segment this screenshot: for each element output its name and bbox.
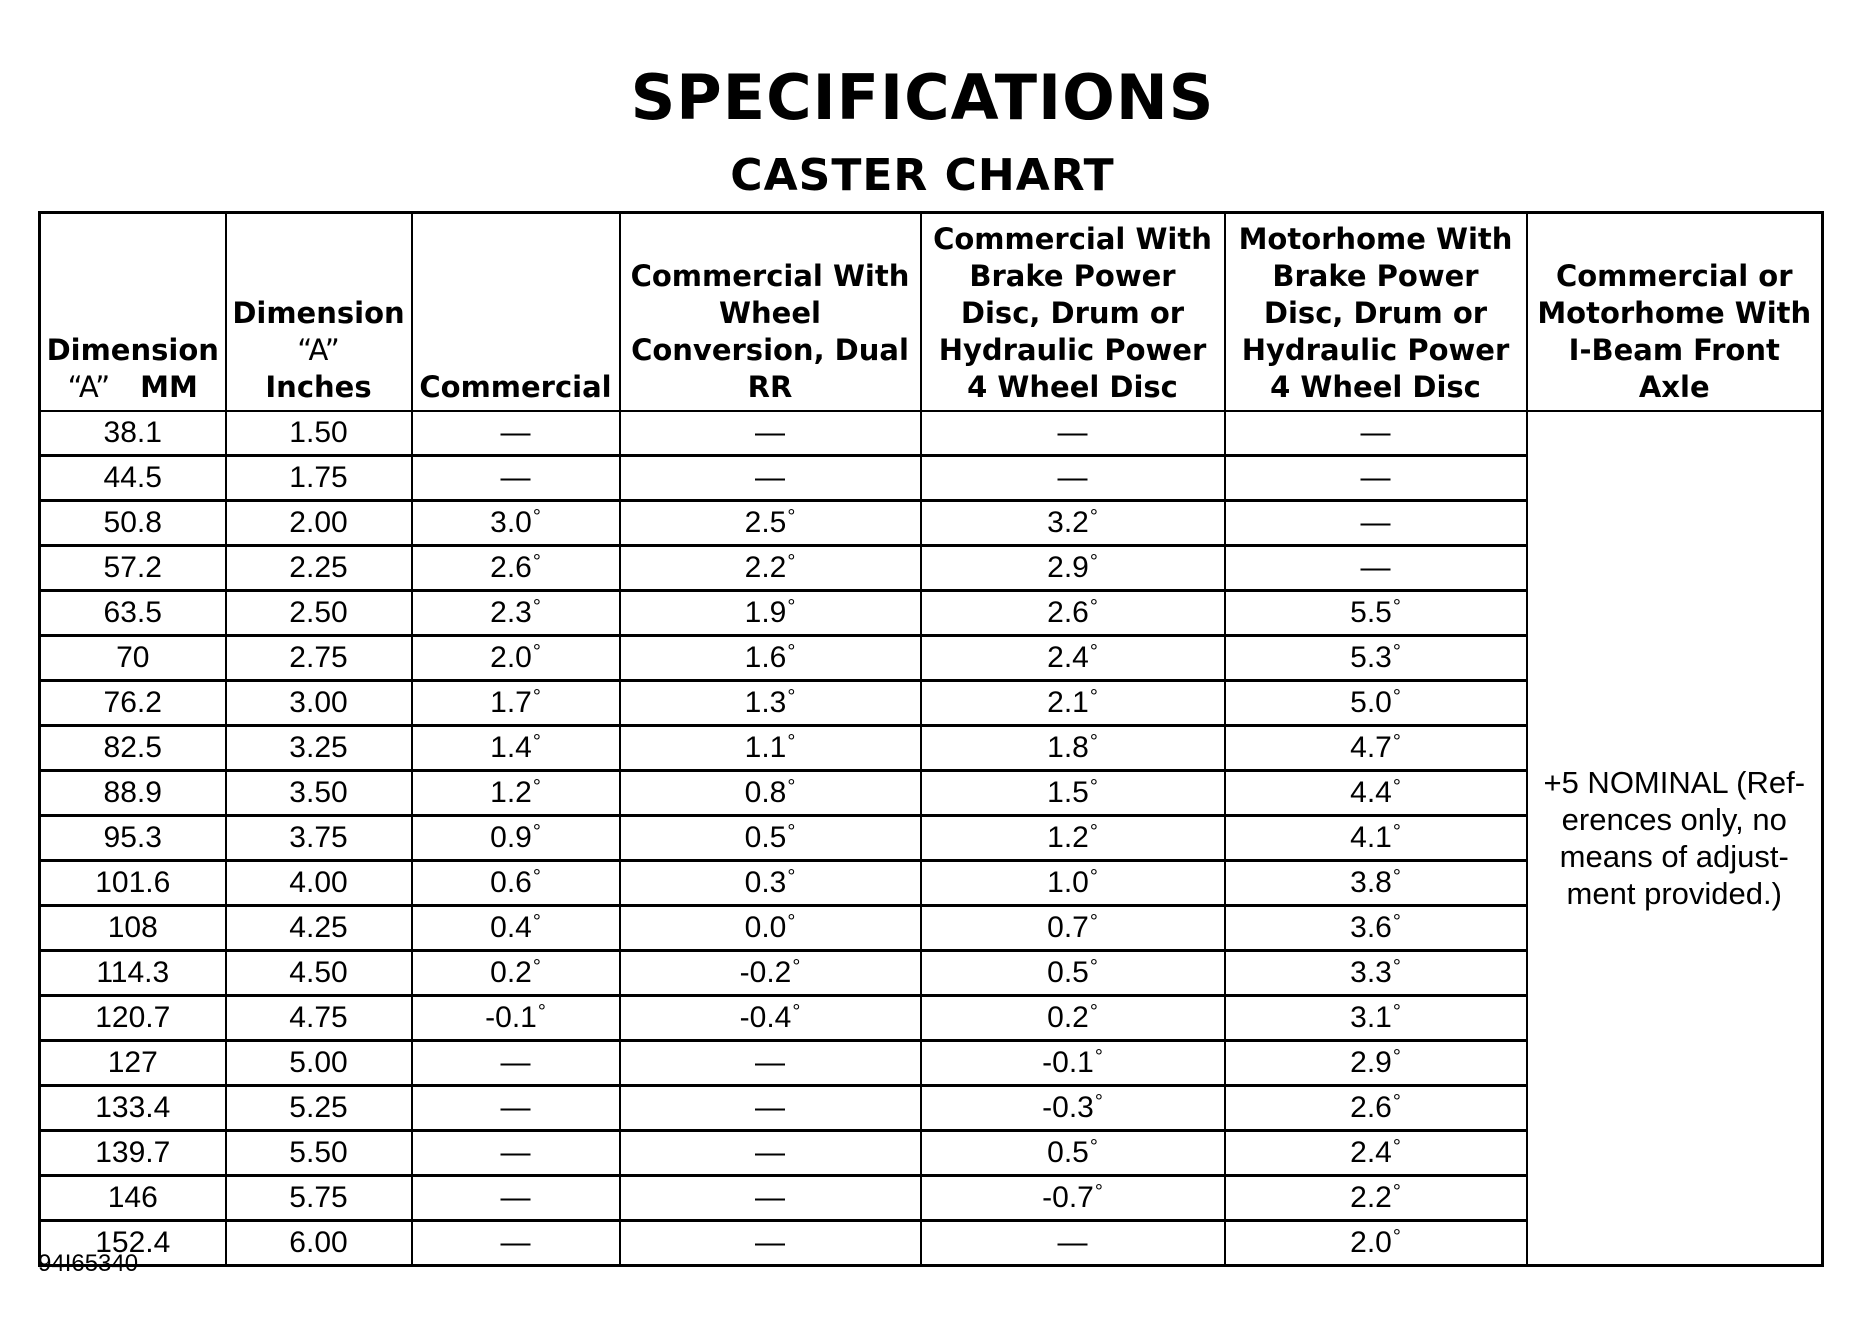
degree-symbol: ° xyxy=(787,506,796,528)
cell-dimension-mm: 50.8 xyxy=(40,501,226,546)
cell-wheel-conversion: -0.4° xyxy=(620,996,921,1041)
cell-brake-motorhome: 3.3° xyxy=(1225,951,1527,996)
cell-dimension-mm: 57.2 xyxy=(40,546,226,591)
degree-symbol: ° xyxy=(1392,1046,1401,1068)
cell-brake-motorhome: 3.6° xyxy=(1225,906,1527,951)
cell-wheel-conversion: -0.2° xyxy=(620,951,921,996)
cell-brake-commercial: 3.2° xyxy=(921,501,1225,546)
cell-brake-motorhome: 2.4° xyxy=(1225,1131,1527,1176)
cell-wheel-conversion: — xyxy=(620,411,921,456)
degree-symbol: ° xyxy=(1392,1136,1401,1158)
cell-brake-commercial: 1.8° xyxy=(921,726,1225,771)
caster-chart-table xyxy=(38,211,1824,1267)
cell-commercial: — xyxy=(412,1086,620,1131)
cell-brake-commercial: 2.4° xyxy=(921,636,1225,681)
degree-symbol: ° xyxy=(532,551,541,573)
cell-brake-commercial: -0.1° xyxy=(921,1041,1225,1086)
degree-symbol: ° xyxy=(1089,911,1098,933)
cell-brake-motorhome: 2.9° xyxy=(1225,1041,1527,1086)
cell-dimension-inches: 4.75 xyxy=(226,996,412,1041)
cell-dimension-inches: 3.50 xyxy=(226,771,412,816)
cell-commercial: 1.4° xyxy=(412,726,620,771)
cell-dimension-inches: 4.00 xyxy=(226,861,412,906)
degree-symbol: ° xyxy=(1089,686,1098,708)
cell-commercial: — xyxy=(412,1221,620,1266)
degree-symbol: ° xyxy=(792,956,801,978)
header-dimension-inches: Dimension “A” Inches xyxy=(226,213,412,412)
degree-symbol: ° xyxy=(532,731,541,753)
degree-symbol: ° xyxy=(787,821,796,843)
degree-symbol: ° xyxy=(1392,911,1401,933)
cell-dimension-inches: 3.00 xyxy=(226,681,412,726)
cell-brake-commercial: 2.1° xyxy=(921,681,1225,726)
cell-dimension-mm: 88.9 xyxy=(40,771,226,816)
cell-commercial: — xyxy=(412,1176,620,1221)
degree-symbol: ° xyxy=(1094,1091,1103,1113)
cell-brake-commercial: — xyxy=(921,456,1225,501)
degree-symbol: ° xyxy=(787,731,796,753)
degree-symbol: ° xyxy=(532,641,541,663)
chart-subtitle: CASTER CHART xyxy=(730,150,1115,201)
cell-dimension-inches: 6.00 xyxy=(226,1221,412,1266)
cell-brake-motorhome: 5.0° xyxy=(1225,681,1527,726)
cell-brake-motorhome: 3.1° xyxy=(1225,996,1527,1041)
header-ibeam-front-axle: Commercial or Motorhome With I-Beam Front Axle xyxy=(1527,213,1823,412)
degree-symbol: ° xyxy=(787,776,796,798)
cell-dimension-mm: 139.7 xyxy=(40,1131,226,1176)
cell-brake-commercial: -0.7° xyxy=(921,1176,1225,1221)
degree-symbol: ° xyxy=(1089,551,1098,573)
cell-brake-motorhome: 5.3° xyxy=(1225,636,1527,681)
degree-symbol: ° xyxy=(532,776,541,798)
header-commercial-brake-power: Commercial With Brake Power Disc, Drum or Hydraulic Power 4 Wheel Disc xyxy=(921,213,1225,412)
degree-symbol: ° xyxy=(787,596,796,618)
cell-dimension-mm: 114.3 xyxy=(40,951,226,996)
page-title: SPECIFICATIONS xyxy=(630,61,1215,134)
cell-commercial: -0.1° xyxy=(412,996,620,1041)
cell-dimension-mm: 127 xyxy=(40,1041,226,1086)
cell-wheel-conversion: — xyxy=(620,1131,921,1176)
cell-commercial: 2.0° xyxy=(412,636,620,681)
cell-brake-motorhome: 4.7° xyxy=(1225,726,1527,771)
table-row xyxy=(40,411,1823,456)
cell-brake-commercial: 0.5° xyxy=(921,951,1225,996)
cell-commercial: 3.0° xyxy=(412,501,620,546)
cell-brake-commercial: 2.9° xyxy=(921,546,1225,591)
degree-symbol: ° xyxy=(1089,866,1098,888)
cell-brake-commercial: — xyxy=(921,1221,1225,1266)
cell-wheel-conversion: 0.3° xyxy=(620,861,921,906)
degree-symbol: ° xyxy=(792,1001,801,1023)
cell-commercial: 1.2° xyxy=(412,771,620,816)
cell-commercial: 1.7° xyxy=(412,681,620,726)
cell-wheel-conversion: 2.5° xyxy=(620,501,921,546)
cell-dimension-inches: 5.00 xyxy=(226,1041,412,1086)
cell-dimension-mm: 63.5 xyxy=(40,591,226,636)
cell-brake-motorhome: 3.8° xyxy=(1225,861,1527,906)
cell-brake-motorhome: 2.0° xyxy=(1225,1221,1527,1266)
degree-symbol: ° xyxy=(1392,1181,1401,1203)
cell-wheel-conversion: 0.5° xyxy=(620,816,921,861)
degree-symbol: ° xyxy=(532,866,541,888)
cell-dimension-mm: 120.7 xyxy=(40,996,226,1041)
cell-dimension-mm: 44.5 xyxy=(40,456,226,501)
degree-symbol: ° xyxy=(537,1001,546,1023)
degree-symbol: ° xyxy=(532,506,541,528)
cell-wheel-conversion: — xyxy=(620,1176,921,1221)
cell-wheel-conversion: 1.3° xyxy=(620,681,921,726)
figure-code: 94I65340 xyxy=(38,1250,139,1277)
cell-dimension-mm: 108 xyxy=(40,906,226,951)
cell-brake-commercial: 1.0° xyxy=(921,861,1225,906)
degree-symbol: ° xyxy=(532,821,541,843)
cell-brake-motorhome: — xyxy=(1225,456,1527,501)
degree-symbol: ° xyxy=(787,866,796,888)
cell-commercial: 0.2° xyxy=(412,951,620,996)
degree-symbol: ° xyxy=(532,956,541,978)
table-body xyxy=(40,411,1823,1266)
cell-brake-motorhome: — xyxy=(1225,411,1527,456)
header-commercial-wheel-conversion: Commercial With Wheel Conversion, Dual RR xyxy=(620,213,921,412)
cell-brake-commercial: 1.2° xyxy=(921,816,1225,861)
degree-symbol: ° xyxy=(1392,731,1401,753)
cell-dimension-mm: 152.4 xyxy=(40,1221,226,1266)
cell-brake-commercial: -0.3° xyxy=(921,1086,1225,1131)
cell-dimension-inches: 2.00 xyxy=(226,501,412,546)
cell-brake-commercial: 0.7° xyxy=(921,906,1225,951)
cell-wheel-conversion: 0.8° xyxy=(620,771,921,816)
cell-dimension-mm: 82.5 xyxy=(40,726,226,771)
cell-wheel-conversion: — xyxy=(620,456,921,501)
cell-brake-commercial: — xyxy=(921,411,1225,456)
degree-symbol: ° xyxy=(1392,686,1401,708)
cell-commercial: — xyxy=(412,456,620,501)
cell-dimension-inches: 5.75 xyxy=(226,1176,412,1221)
cell-commercial: — xyxy=(412,1041,620,1086)
cell-dimension-inches: 4.50 xyxy=(226,951,412,996)
degree-symbol: ° xyxy=(1392,956,1401,978)
cell-brake-motorhome: 4.4° xyxy=(1225,771,1527,816)
cell-dimension-mm: 95.3 xyxy=(40,816,226,861)
cell-wheel-conversion: — xyxy=(620,1041,921,1086)
cell-dimension-inches: 2.25 xyxy=(226,546,412,591)
degree-symbol: ° xyxy=(1392,866,1401,888)
cell-wheel-conversion: 0.0° xyxy=(620,906,921,951)
cell-dimension-inches: 5.50 xyxy=(226,1131,412,1176)
cell-dimension-inches: 5.25 xyxy=(226,1086,412,1131)
degree-symbol: ° xyxy=(1089,956,1098,978)
ibeam-nominal-note: +5 NOMINAL (Ref- erences only, no means of adjust- ment provided.) xyxy=(1527,411,1823,1266)
degree-symbol: ° xyxy=(1089,596,1098,618)
cell-dimension-inches: 3.75 xyxy=(226,816,412,861)
cell-brake-motorhome: 2.2° xyxy=(1225,1176,1527,1221)
cell-dimension-inches: 1.75 xyxy=(226,456,412,501)
cell-brake-motorhome: 5.5° xyxy=(1225,591,1527,636)
header-dimension-mm: Dimension “A” MM xyxy=(40,213,226,412)
cell-commercial: — xyxy=(412,1131,620,1176)
degree-symbol: ° xyxy=(532,686,541,708)
header-row xyxy=(40,213,1823,412)
cell-wheel-conversion: 1.9° xyxy=(620,591,921,636)
cell-dimension-mm: 70 xyxy=(40,636,226,681)
degree-symbol: ° xyxy=(1089,641,1098,663)
degree-symbol: ° xyxy=(1094,1046,1103,1068)
header-commercial: Commercial xyxy=(412,213,620,412)
cell-commercial: 0.9° xyxy=(412,816,620,861)
cell-dimension-inches: 2.75 xyxy=(226,636,412,681)
cell-dimension-mm: 38.1 xyxy=(40,411,226,456)
cell-commercial: 2.6° xyxy=(412,546,620,591)
cell-dimension-inches: 2.50 xyxy=(226,591,412,636)
degree-symbol: ° xyxy=(532,911,541,933)
cell-dimension-mm: 76.2 xyxy=(40,681,226,726)
cell-commercial: — xyxy=(412,411,620,456)
cell-dimension-mm: 101.6 xyxy=(40,861,226,906)
degree-symbol: ° xyxy=(1089,506,1098,528)
degree-symbol: ° xyxy=(1392,1001,1401,1023)
cell-brake-motorhome: 4.1° xyxy=(1225,816,1527,861)
cell-commercial: 2.3° xyxy=(412,591,620,636)
degree-symbol: ° xyxy=(532,596,541,618)
degree-symbol: ° xyxy=(787,686,796,708)
degree-symbol: ° xyxy=(1089,1136,1098,1158)
header-motorhome-brake-power: Motorhome With Brake Power Disc, Drum or Hydraulic Power 4 Wheel Disc xyxy=(1225,213,1527,412)
degree-symbol: ° xyxy=(1392,1091,1401,1113)
degree-symbol: ° xyxy=(787,911,796,933)
cell-dimension-inches: 4.25 xyxy=(226,906,412,951)
cell-wheel-conversion: 1.1° xyxy=(620,726,921,771)
degree-symbol: ° xyxy=(787,551,796,573)
cell-dimension-mm: 133.4 xyxy=(40,1086,226,1131)
cell-commercial: 0.4° xyxy=(412,906,620,951)
cell-brake-commercial: 0.2° xyxy=(921,996,1225,1041)
degree-symbol: ° xyxy=(1392,821,1401,843)
degree-symbol: ° xyxy=(787,641,796,663)
cell-dimension-inches: 3.25 xyxy=(226,726,412,771)
cell-dimension-inches: 1.50 xyxy=(226,411,412,456)
cell-brake-motorhome: 2.6° xyxy=(1225,1086,1527,1131)
degree-symbol: ° xyxy=(1392,641,1401,663)
cell-wheel-conversion: — xyxy=(620,1221,921,1266)
degree-symbol: ° xyxy=(1089,1001,1098,1023)
cell-brake-motorhome: — xyxy=(1225,501,1527,546)
degree-symbol: ° xyxy=(1392,1226,1401,1248)
degree-symbol: ° xyxy=(1094,1181,1103,1203)
degree-symbol: ° xyxy=(1089,821,1098,843)
cell-brake-motorhome: — xyxy=(1225,546,1527,591)
degree-symbol: ° xyxy=(1392,776,1401,798)
cell-wheel-conversion: 1.6° xyxy=(620,636,921,681)
degree-symbol: ° xyxy=(1392,596,1401,618)
cell-wheel-conversion: — xyxy=(620,1086,921,1131)
cell-wheel-conversion: 2.2° xyxy=(620,546,921,591)
degree-symbol: ° xyxy=(1089,776,1098,798)
cell-brake-commercial: 1.5° xyxy=(921,771,1225,816)
cell-commercial: 0.6° xyxy=(412,861,620,906)
cell-brake-commercial: 0.5° xyxy=(921,1131,1225,1176)
cell-dimension-mm: 146 xyxy=(40,1176,226,1221)
degree-symbol: ° xyxy=(1089,731,1098,753)
cell-brake-commercial: 2.6° xyxy=(921,591,1225,636)
